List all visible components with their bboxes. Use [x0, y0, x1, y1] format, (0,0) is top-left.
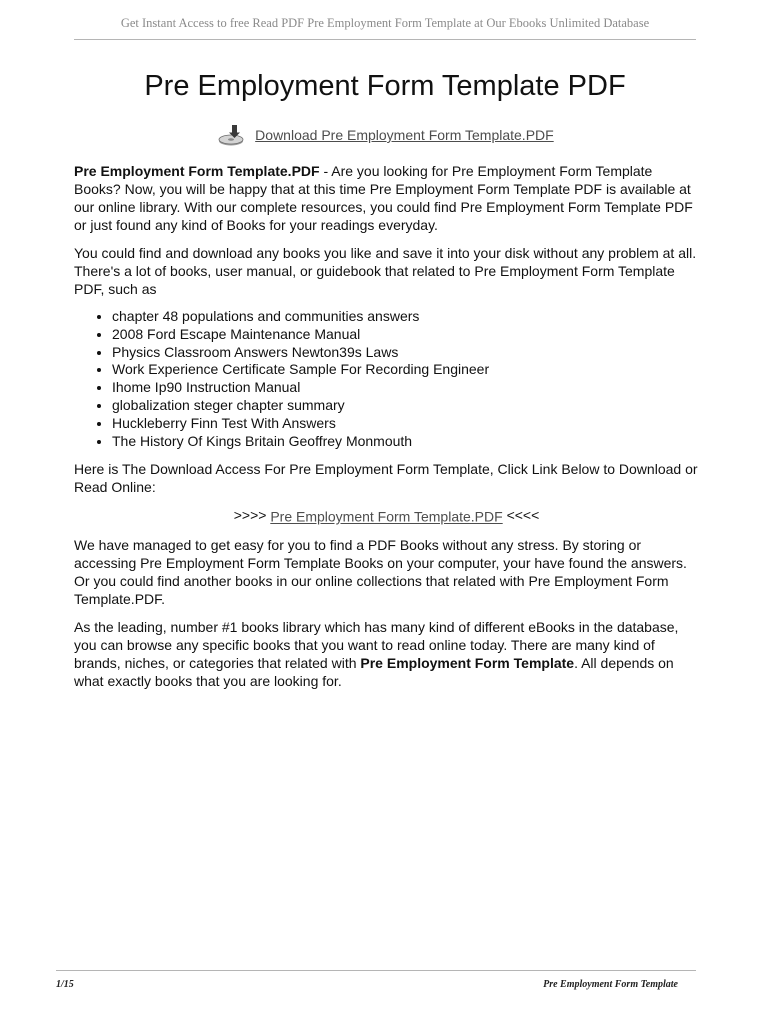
list-item: • The History Of Kings Britain Geoffrey Monmouth — [112, 433, 699, 451]
list-item: • Physics Classroom Answers Newton39s Laws — [112, 344, 699, 362]
document-title: Pre Employment Form Template PDF — [144, 70, 626, 102]
header-divider — [74, 39, 696, 40]
related-books-paragraph: You could find and download any books you like and save it into your disk without any problem at all. There's a lot of books, user manual, or guidebook that related to Pre Employment Form Template PDF, such as — [74, 245, 697, 297]
list-item: • 2008 Ford Escape Maintenance Manual — [112, 326, 699, 344]
related-books-list — [74, 308, 699, 450]
list-item: • Huckleberry Finn Test With Answers — [112, 415, 699, 433]
page-header-text: Get Instant Access to free Read PDF Pre Employment Form Template at Our Ebooks Unlimited Database — [120, 16, 650, 30]
document-body — [74, 162, 699, 700]
list-item: • Ihome Ip90 Instruction Manual — [112, 379, 699, 397]
library-bold: Pre Employment Form Template — [360, 654, 575, 671]
footer-divider — [56, 970, 696, 971]
list-item: • Work Experience Certificate Sample For Recording Engineer — [112, 361, 699, 379]
download-row — [0, 123, 770, 147]
library-text-before: As the leading, number #1 books library which has many kind of different eBooks in the database, you can browse any specific books that you want to read online today. There are many kind of brands, niches, or categories that related with — [74, 618, 679, 671]
managed-paragraph: We have managed to get easy for you to find a PDF Books without any stress. By storing or accessing Pre Employment Form Template Books on your computer, your have found the answers. Or you could find another books in our online collections that related with Pre Employment Form Template.PDF. — [74, 536, 687, 607]
download-access-paragraph: Here is The Download Access For Pre Employment Form Template, Click Link Below to Download or Read Online: — [74, 461, 698, 496]
read-link-prefix: >>>> — [233, 507, 271, 524]
library-text-after: . All depends on what exactly books that you are looking for. — [74, 654, 674, 689]
read-link[interactable]: Pre Employment Form Template.PDF — [270, 508, 503, 525]
intro-paragraph — [74, 162, 699, 234]
list-item: • globalization steger chapter summary — [112, 397, 699, 415]
download-disk-icon[interactable] — [216, 123, 248, 147]
page-number: 1/15 — [56, 979, 74, 990]
read-link-suffix: <<<< — [502, 507, 540, 524]
download-link[interactable]: Download Pre Employment Form Template.PDF — [255, 127, 554, 143]
list-item: • chapter 48 populations and communities answers — [112, 308, 699, 326]
footer-title: Pre Employment Form Template — [543, 979, 678, 990]
read-link-row — [74, 506, 699, 525]
intro-text: - Are you looking for Pre Employment Form Template Books? Now, you will be happy that at this time Pre Employment Form Template PDF is available at our online library. With our complete resources, you could find Pre Employment Form Template PDF or just found any kind of Books for your readings everyday. — [74, 163, 693, 233]
library-paragraph — [74, 618, 699, 690]
intro-bold-lead: Pre Employment Form Template.PDF — [74, 163, 320, 179]
